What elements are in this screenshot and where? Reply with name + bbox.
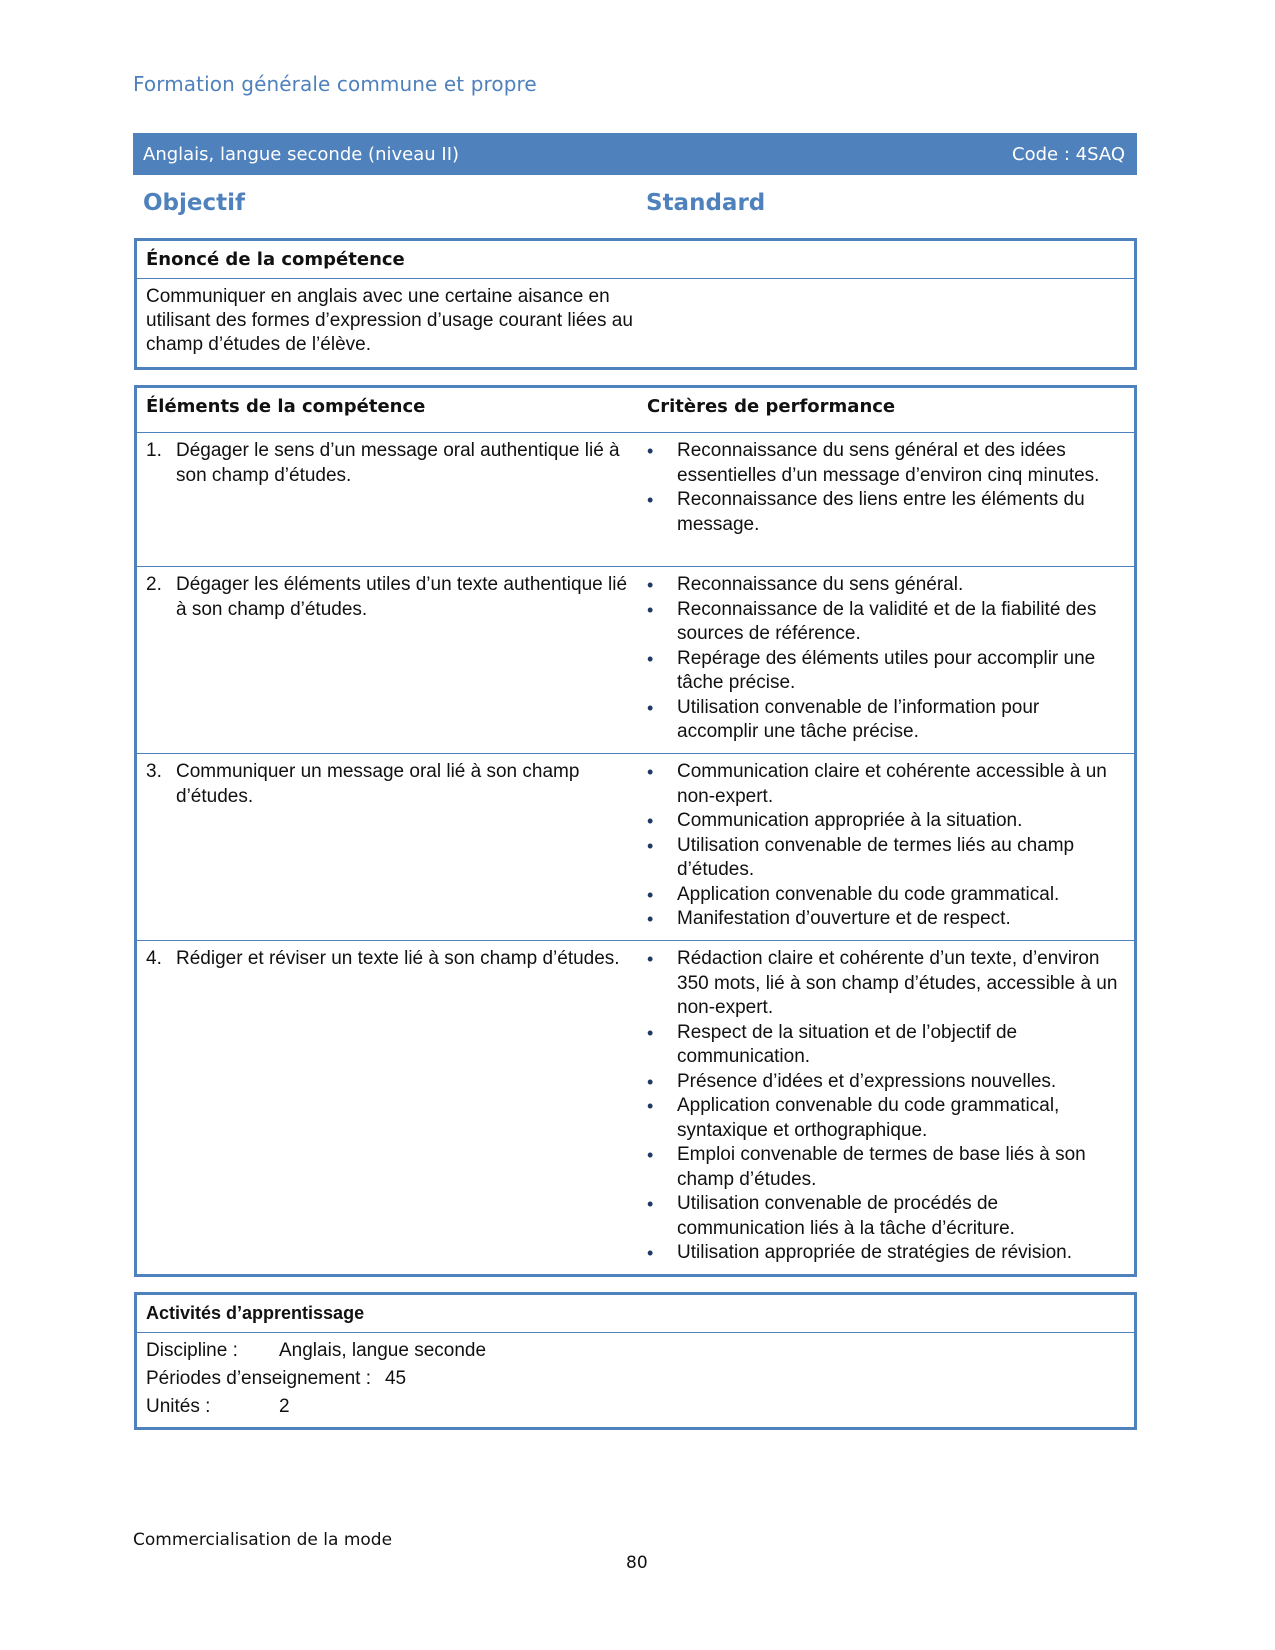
periodes-value: 45 [384,1368,407,1389]
element-number: 3. [146,761,162,782]
criterion: • Emploi convenable de termes de base liés à son champ d’études. [647,1143,1122,1192]
discipline-line [146,1337,1125,1365]
periodes-line [146,1365,1125,1393]
criterion: • Respect de la situation et de l’objectif de communication. [647,1021,1122,1070]
criterion: • Utilisation convenable de l’information pour accomplir une tâche précise. [647,696,1122,745]
unites-line [146,1393,1125,1421]
table-row [137,433,1134,567]
col-criteres: Critères de performance [647,396,896,417]
unites-label: Unités : [146,1396,211,1417]
criteria-list [647,573,1122,745]
criterion: • Application convenable du code grammatical. [647,883,1122,908]
table-header [137,388,1134,433]
element-number: 4. [146,948,162,969]
criteria-list [647,439,1122,537]
enonce-box [134,238,1137,370]
table-row [137,567,1134,754]
periodes-label: Périodes d’enseignement : [146,1368,371,1389]
element-text: Communiquer un message oral lié à son champ d’études. [176,761,580,807]
enonce-text: Communiquer en anglais avec une certaine aisance en utilisant des formes d’expression d’usage courant liées au champ d’études de l’élève. [146,286,633,355]
criterion: • Repérage des éléments utiles pour accomplir une tâche précise. [647,647,1122,696]
table-row [137,941,1134,1276]
discipline-value: Anglais, langue seconde [279,1340,487,1361]
criteria-list [647,760,1122,932]
standard-heading: Standard [646,190,766,216]
criterion: • Reconnaissance du sens général et des idées essentielles d’un message d’environ cinq minutes. [647,439,1122,488]
criterion: • Reconnaissance du sens général. [647,573,1122,598]
unites-value: 2 [279,1396,290,1417]
criterion: • Application convenable du code grammatical, syntaxique et orthographique. [647,1094,1122,1143]
enonce-title: Énoncé de la compétence [137,241,1134,279]
criteria-list [647,947,1122,1266]
objectif-heading: Objectif [143,190,246,216]
criterion: • Utilisation convenable de procédés de communication liés à la tâche d’écriture. [647,1192,1122,1241]
course-name: Anglais, langue seconde (niveau II) [143,143,460,165]
footer-program: Commercialisation de la mode [133,1530,393,1550]
criterion: • Rédaction claire et cohérente d’un texte, d’environ 350 mots, lié à son champ d’études, accessible à un non-expert. [647,947,1122,1021]
criterion: • Utilisation appropriée de stratégies de révision. [647,1241,1122,1266]
activites-box [134,1292,1137,1430]
page-number: 80 [626,1553,648,1573]
col-elements: Éléments de la compétence [146,396,426,417]
criterion: • Présence d’idées et d’expressions nouvelles. [647,1070,1122,1095]
criterion: • Reconnaissance de la validité et de la fiabilité des sources de référence. [647,598,1122,647]
element-number: 2. [146,574,162,595]
criterion: • Communication claire et cohérente accessible à un non-expert. [647,760,1122,809]
activites-title: Activités d’apprentissage [137,1295,1134,1333]
course-banner [133,133,1137,175]
criterion: • Utilisation convenable de termes liés au champ d’études. [647,834,1122,883]
element-text: Dégager le sens d’un message oral authentique lié à son champ d’études. [176,440,620,486]
criterion: • Manifestation d’ouverture et de respect. [647,907,1122,932]
criterion: • Reconnaissance des liens entre les éléments du message. [647,488,1122,537]
element-text: Dégager les éléments utiles d’un texte authentique lié à son champ d’études. [176,574,628,620]
table-row [137,754,1134,941]
discipline-label: Discipline : [146,1340,238,1361]
section-title: Formation générale commune et propre [133,72,537,96]
element-text: Rédiger et réviser un texte lié à son champ d’études. [176,948,620,969]
course-code: Code : 4SAQ [1012,143,1125,165]
competence-table [134,385,1137,1277]
criterion: • Communication appropriée à la situation. [647,809,1122,834]
element-number: 1. [146,440,162,461]
